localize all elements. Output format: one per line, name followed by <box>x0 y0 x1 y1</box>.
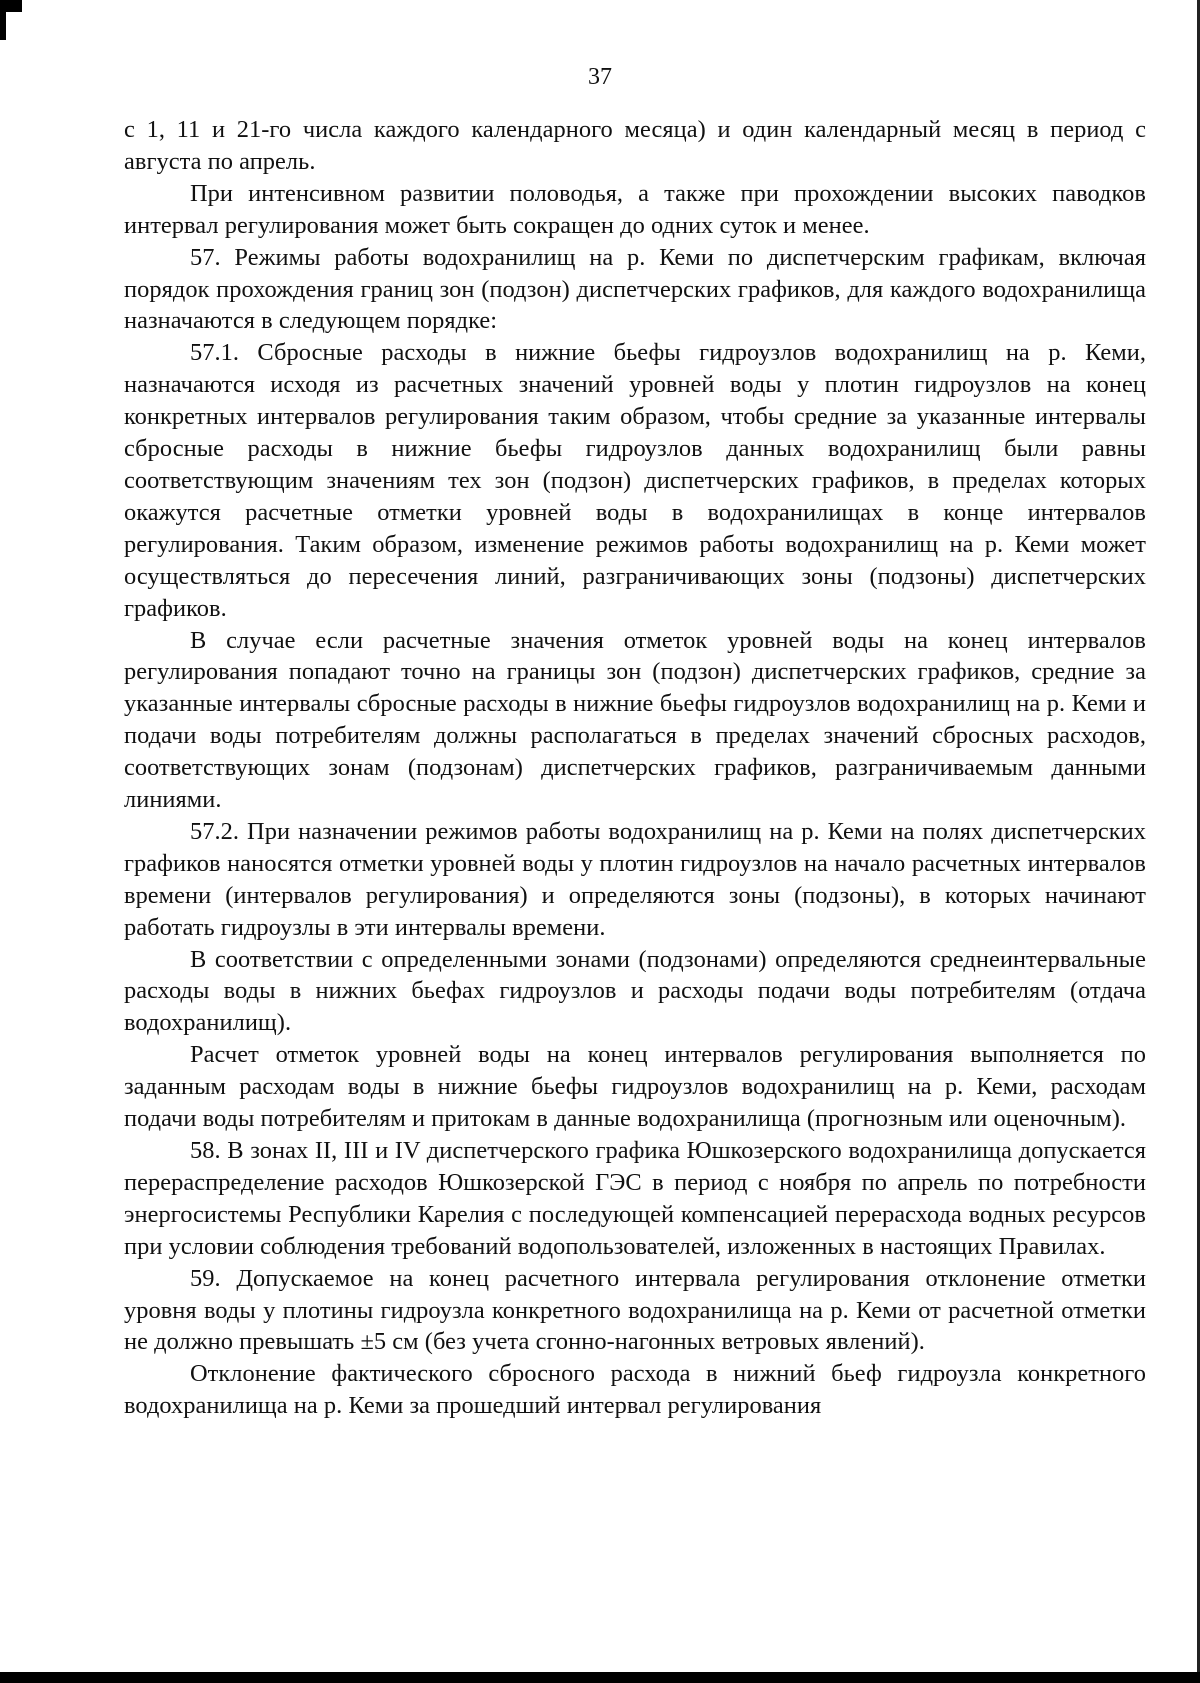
paragraph-item-57-2: 57.2. При назначении режимов работы водохранилищ на р. Кеми на полях диспетчерских графиков наносятся отметки уровней воды у плотин гидроузлов на начало расчетных интервалов времени (интервалов регулирования) и определяются зоны (подзоны), в которых начинают работать гидроузлы в эти интервалы времени. <box>124 817 1146 941</box>
paragraph-zones-flows: В соответствии с определенными зонами (подзонами) определяются среднеинтервальные расходы воды в нижних бьефах гидроузлов и расходы подачи воды потребителям (отдача водохранилищ). <box>124 945 1146 1037</box>
paragraph-item-59: 59. Допускаемое на конец расчетного интервала регулирования отклонение отметки уровня воды у плотины гидроузла конкретного водохранилища на р. Кеми от расчетной отметки не должно превышать ±5 см (без учета сгонно-нагонных ветровых явлений). <box>124 1264 1146 1356</box>
paragraph-item-57-1: 57.1. Сбросные расходы в нижние бьефы гидроузлов водохранилищ на р. Кеми, назначаются исходя из расчетных значений уровней воды у плотин гидроузлов на конец конкретных интервалов регулирования таким образом, чтобы средние за указанные интервалы сбросные расходы в нижние бьефы гидроузлов данных водохранилищ были равны соответствующим значениям тех зон (подзон) диспетчерских графиков, в пределах которых окажутся расчетные отметки уровней воды в водохранилищах в конце интервалов регулирования. Таким образом, изменение режимов работы водохранилищ на р. Кеми может осуществляться до пересечения линий, разграничивающих зоны (подзоны) диспетчерских графиков. <box>124 339 1146 622</box>
paragraph-item-57: 57. Режимы работы водохранилищ на р. Кеми по диспетчерским графикам, включая порядок прохождения границ зон (подзон) диспетчерских графиков, для каждого водохранилища назначаются в следующем порядке: <box>124 243 1146 335</box>
paragraph-boundary-case: В случае если расчетные значения отметок уровней воды на конец интервалов регулирования попадают точно на границы зон (подзон) диспетчерских графиков, средние за указанные интервалы сбросные расходы в нижние бьефы гидроузлов водохранилищ на р. Кеми и подачи воды потребителям должны располагаться в пределах значений сбросных расходов, соответствующих зонам (подзонам) диспетчерских графиков, разграничиваемым данными линиями. <box>124 626 1146 814</box>
paragraph-flood-interval: При интенсивном развитии половодья, а также при прохождении высоких паводков интервал регулирования может быть сокращен до одних суток и менее. <box>124 179 1146 239</box>
page-number: 37 <box>588 64 612 90</box>
document-body <box>124 114 1146 1422</box>
paragraph-continuation: с 1, 11 и 21-го числа каждого календарного месяца) и один календарный месяц в период с августа по апрель. <box>124 116 1146 175</box>
scan-corner-mark-vertical <box>0 0 6 40</box>
paragraph-level-calculation: Расчет отметок уровней воды на конец интервалов регулирования выполняется по заданным расходам воды в нижние бьефы гидроузлов водохранилищ на р. Кеми, расходам подачи воды потребителям и притокам в данные водохранилища (прогнозным или оценочным). <box>124 1041 1146 1133</box>
scan-bottom-edge <box>0 1672 1200 1683</box>
paragraph-discharge-deviation: Отклонение фактического сбросного расхода в нижний бьеф гидроузла конкретного водохранилища на р. Кеми за прошедший интервал регулирования <box>124 1360 1146 1420</box>
paragraph-item-58: 58. В зонах II, III и IV диспетчерского графика Юшкозерского водохранилища допускается перераспределение расходов Юшкозерской ГЭС в период с ноября по апрель по потребности энергосистемы Республики Карелия с последующей компенсацией перерасхода водных ресурсов при условии соблюдения требований водопользователей, изложенных в настоящих Правилах. <box>124 1137 1146 1260</box>
